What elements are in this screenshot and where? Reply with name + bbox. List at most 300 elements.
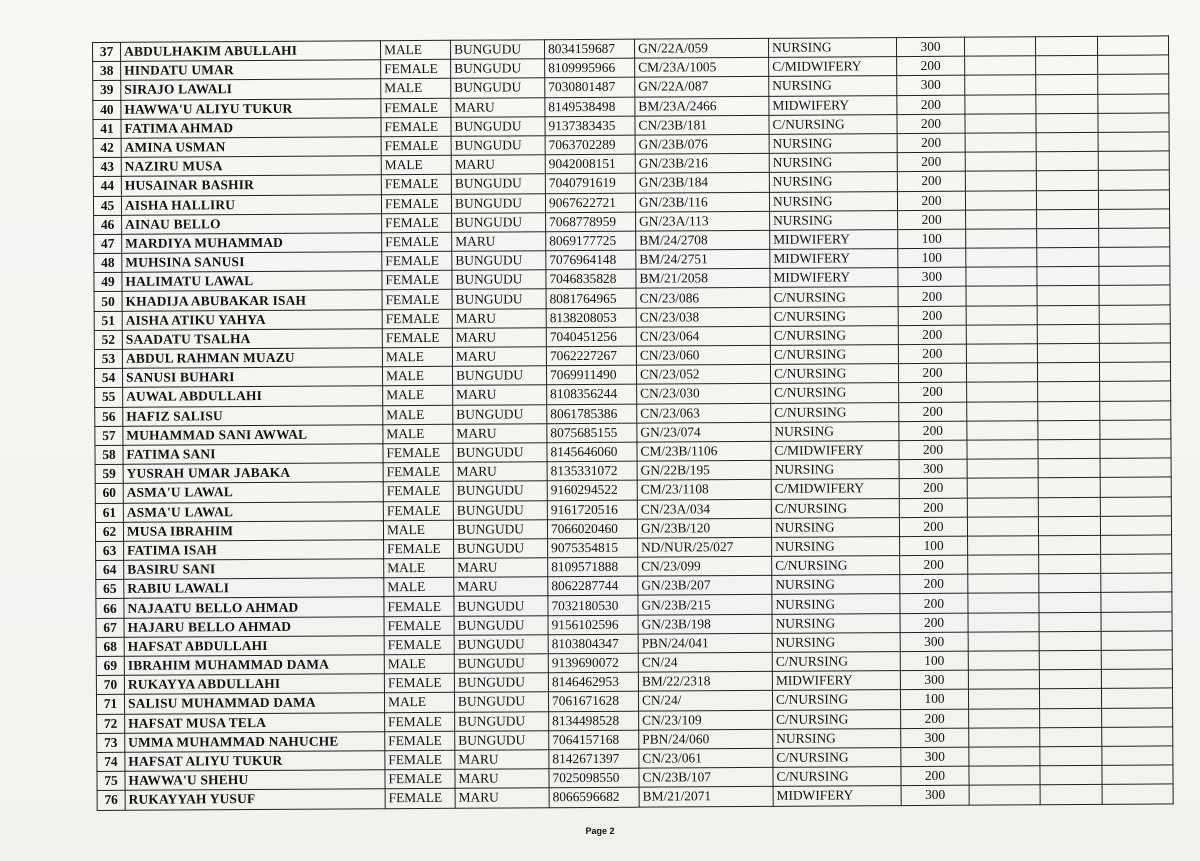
lga-cell: MARU (455, 750, 549, 770)
student-name-cell: HAFSAT MUSA TELA (125, 712, 385, 733)
level-cell: 200 (898, 325, 966, 345)
blank-cell (1039, 670, 1101, 690)
gender-cell: MALE (383, 386, 453, 406)
level-cell: 300 (900, 670, 968, 690)
blank-cell (1036, 171, 1098, 191)
gender-cell: FEMALE (383, 501, 453, 521)
student-name-cell: NAZIRU MUSA (121, 156, 381, 177)
blank-cell (1037, 324, 1099, 344)
level-cell: 200 (900, 594, 968, 614)
serial-number-cell: 43 (93, 157, 121, 176)
blank-cell (965, 75, 1036, 95)
blank-cell (1102, 727, 1173, 747)
gender-cell: FEMALE (384, 597, 454, 617)
phone-number-cell: 8081764965 (546, 289, 636, 309)
level-cell: 200 (897, 56, 965, 76)
level-cell: 100 (898, 248, 966, 268)
blank-cell (1099, 209, 1170, 229)
blank-cell (967, 401, 1038, 421)
serial-number-cell: 53 (94, 349, 122, 368)
registration-number-cell: BM/21/2071 (639, 787, 773, 807)
blank-cell (1102, 707, 1173, 727)
programme-cell: C/NURSING (773, 767, 901, 787)
blank-cell (968, 555, 1039, 575)
blank-cell (968, 670, 1039, 690)
gender-cell: FEMALE (383, 443, 453, 463)
serial-number-cell: 76 (97, 791, 125, 810)
blank-cell (1100, 458, 1171, 478)
level-cell: 200 (897, 191, 965, 211)
level-cell: 100 (900, 536, 968, 556)
registration-number-cell: CN/23/063 (637, 403, 771, 423)
phone-number-cell: 9042008151 (545, 154, 635, 174)
serial-number-cell: 70 (96, 676, 124, 695)
blank-cell (1037, 209, 1099, 229)
programme-cell: NURSING (771, 517, 899, 537)
phone-number-cell: 7062227267 (546, 346, 636, 366)
serial-number-cell: 71 (96, 695, 124, 714)
gender-cell: FEMALE (384, 539, 454, 559)
serial-number-cell: 62 (95, 522, 123, 541)
phone-number-cell: 9161720516 (547, 500, 637, 520)
gender-cell: MALE (382, 347, 452, 367)
blank-cell (1038, 497, 1100, 517)
phone-number-cell: 8066596682 (549, 787, 639, 807)
student-name-cell: RUKAYYA ABDULLAHI (124, 674, 384, 695)
blank-cell (1039, 612, 1101, 632)
lga-cell: MARU (452, 232, 546, 252)
blank-cell (1101, 650, 1172, 670)
level-cell: 200 (901, 709, 969, 729)
phone-number-cell: 7030801487 (545, 78, 635, 98)
programme-cell: C/MIDWIFERY (771, 441, 899, 461)
phone-number-cell: 8034159687 (544, 39, 634, 59)
registration-number-cell: CN/23A/034 (637, 499, 771, 519)
serial-number-cell: 66 (96, 599, 124, 618)
student-name-cell: UMMA MUHAMMAD NAHUCHE (125, 731, 385, 752)
programme-cell: NURSING (772, 632, 900, 652)
blank-cell (1037, 286, 1099, 306)
level-cell: 300 (901, 747, 969, 767)
phone-number-cell: 8062287744 (548, 576, 638, 596)
phone-number-cell: 7069911490 (546, 365, 636, 385)
blank-cell (967, 440, 1038, 460)
blank-cell (1039, 631, 1101, 651)
registration-number-cell: CN/23B/107 (639, 767, 773, 787)
serial-number-cell: 67 (96, 618, 124, 637)
serial-number-cell: 46 (94, 215, 122, 234)
lga-cell: BUNGUDU (455, 730, 549, 750)
lga-cell: BUNGUDU (454, 692, 548, 712)
blank-cell (1037, 305, 1099, 325)
phone-number-cell: 9137383435 (545, 116, 635, 136)
gender-cell: FEMALE (381, 98, 451, 118)
gender-cell: MALE (384, 578, 454, 598)
blank-cell (1102, 765, 1173, 785)
lga-cell: BUNGUDU (454, 615, 548, 635)
blank-cell (965, 190, 1036, 210)
blank-cell (1100, 420, 1171, 440)
blank-cell (1036, 75, 1098, 95)
registration-number-cell: GN/23B/207 (638, 576, 772, 596)
programme-cell: NURSING (769, 191, 897, 211)
blank-cell (1098, 113, 1169, 133)
blank-cell (1039, 689, 1101, 709)
student-name-cell: SANUSI BUHARI (122, 367, 382, 388)
student-name-cell: SAADATU TSALHA (122, 329, 382, 350)
lga-cell: MARU (455, 788, 549, 808)
student-name-cell: MARDIYA MUHAMMAD (122, 233, 382, 254)
level-cell: 200 (899, 478, 967, 498)
registration-number-cell: CN/23B/181 (635, 115, 769, 135)
blank-cell (1036, 151, 1098, 171)
level-cell: 200 (898, 306, 966, 326)
gender-cell: FEMALE (385, 712, 455, 732)
programme-cell: C/MIDWIFERY (769, 57, 897, 77)
registration-number-cell: CN/23/109 (639, 710, 773, 730)
gender-cell: FEMALE (384, 616, 454, 636)
serial-number-cell: 37 (93, 42, 121, 61)
gender-cell: FEMALE (381, 175, 451, 195)
lga-cell: BUNGUDU (451, 136, 545, 156)
lga-cell: BUNGUDU (451, 193, 545, 213)
programme-cell: C/NURSING (771, 498, 899, 518)
blank-cell (1100, 439, 1171, 459)
registration-number-cell: CN/24/ (638, 691, 772, 711)
programme-cell: MIDWIFERY (770, 268, 898, 288)
blank-cell (966, 286, 1037, 306)
serial-number-cell: 68 (96, 637, 124, 656)
serial-number-cell: 47 (94, 234, 122, 253)
blank-cell (1099, 324, 1170, 344)
serial-number-cell: 56 (95, 407, 123, 426)
registration-number-cell: CN/23/064 (636, 326, 770, 346)
blank-cell (1039, 554, 1101, 574)
blank-cell (967, 478, 1038, 498)
registration-number-cell: GN/23/074 (637, 422, 771, 442)
level-cell: 200 (899, 498, 967, 518)
gender-cell: FEMALE (384, 635, 454, 655)
student-name-cell: MUSA IBRAHIM (123, 520, 383, 541)
registration-number-cell: ND/NUR/25/027 (638, 537, 772, 557)
registration-number-cell: BM/24/2751 (636, 249, 770, 269)
blank-cell (968, 632, 1039, 652)
lga-cell: BUNGUDU (452, 251, 546, 271)
registration-number-cell: GN/23B/116 (635, 192, 769, 212)
blank-cell (1099, 247, 1170, 267)
blank-cell (1099, 266, 1170, 286)
lga-cell: BUNGUDU (451, 174, 545, 194)
phone-number-cell: 8134498528 (549, 711, 639, 731)
gender-cell: MALE (384, 558, 454, 578)
serial-number-cell: 48 (94, 253, 122, 272)
serial-number-cell: 50 (94, 292, 122, 311)
programme-cell: NURSING (769, 134, 897, 154)
blank-cell (968, 536, 1039, 556)
blank-cell (1101, 688, 1172, 708)
serial-number-cell: 61 (95, 503, 123, 522)
phone-number-cell: 8075685155 (547, 423, 637, 443)
programme-cell: C/NURSING (770, 345, 898, 365)
student-name-cell: HAFSAT ALIYU TUKUR (125, 751, 385, 772)
registration-number-cell: GN/22B/195 (637, 460, 771, 480)
blank-cell (966, 229, 1037, 249)
lga-cell: BUNGUDU (454, 635, 548, 655)
gender-cell: FEMALE (382, 271, 452, 291)
level-cell: 200 (900, 555, 968, 575)
serial-number-cell: 55 (95, 388, 123, 407)
registration-number-cell: GN/23B/215 (638, 595, 772, 615)
programme-cell: C/NURSING (772, 556, 900, 576)
blank-cell (1098, 132, 1169, 152)
lga-cell: MARU (452, 308, 546, 328)
blank-cell (965, 152, 1036, 172)
gender-cell: MALE (381, 155, 451, 175)
blank-cell (1101, 631, 1172, 651)
programme-cell: MIDWIFERY (773, 786, 901, 806)
lga-cell: MARU (452, 328, 546, 348)
blank-cell (1038, 458, 1100, 478)
serial-number-cell: 45 (93, 196, 121, 215)
blank-cell (1101, 573, 1172, 593)
serial-number-cell: 38 (93, 62, 121, 81)
student-name-cell: AISHA HALLIRU (121, 194, 381, 215)
level-cell: 100 (900, 651, 968, 671)
lga-cell: BUNGUDU (454, 596, 548, 616)
student-name-cell: SALISU MUHAMMAD DAMA (124, 693, 384, 714)
blank-cell (966, 305, 1037, 325)
registration-number-cell: CM/23B/1106 (637, 441, 771, 461)
gender-cell: MALE (384, 693, 454, 713)
programme-cell: NURSING (771, 460, 899, 480)
student-roster-table (92, 35, 1174, 810)
blank-cell (1036, 56, 1098, 76)
programme-cell: NURSING (768, 38, 896, 58)
student-name-cell: HAJARU BELLO AHMAD (124, 616, 384, 637)
lga-cell: BUNGUDU (455, 711, 549, 731)
roster-body (93, 36, 1174, 810)
student-name-cell: FATIMA AHMAD (121, 117, 381, 138)
programme-cell: NURSING (772, 536, 900, 556)
programme-cell: NURSING (770, 210, 898, 230)
level-cell: 200 (900, 574, 968, 594)
blank-cell (1101, 592, 1172, 612)
blank-cell (1040, 746, 1102, 766)
programme-cell: MIDWIFERY (770, 249, 898, 269)
blank-cell (1098, 74, 1169, 94)
blank-cell (967, 459, 1038, 479)
blank-cell (967, 382, 1038, 402)
serial-number-cell: 44 (93, 177, 121, 196)
programme-cell: C/NURSING (773, 709, 901, 729)
serial-number-cell: 40 (93, 100, 121, 119)
level-cell: 200 (897, 171, 965, 191)
phone-number-cell: 8138208053 (546, 308, 636, 328)
registration-number-cell: BM/24/2708 (636, 230, 770, 250)
registration-number-cell: GN/23B/120 (637, 518, 771, 538)
programme-cell: C/NURSING (770, 325, 898, 345)
level-cell: 200 (899, 402, 967, 422)
lga-cell: MARU (453, 423, 547, 443)
programme-cell: MIDWIFERY (769, 95, 897, 115)
gender-cell: FEMALE (382, 213, 452, 233)
student-name-cell: RABIU LAWALI (124, 578, 384, 599)
blank-cell (1099, 305, 1170, 325)
gender-cell: FEMALE (385, 769, 455, 789)
programme-cell: NURSING (771, 421, 899, 441)
level-cell: 200 (899, 383, 967, 403)
gender-cell: FEMALE (381, 117, 451, 137)
student-name-cell: HAWWA'U SHEHU (125, 770, 385, 791)
programme-cell: NURSING (769, 172, 897, 192)
lga-cell: MARU (453, 462, 547, 482)
student-name-cell: FATIMA ISAH (124, 540, 384, 561)
lga-cell: BUNGUDU (452, 366, 546, 386)
blank-cell (1035, 36, 1097, 56)
blank-cell (966, 344, 1037, 364)
lga-cell: BUNGUDU (451, 59, 545, 79)
blank-cell (1039, 535, 1101, 555)
programme-cell: NURSING (769, 76, 897, 96)
level-cell: 100 (898, 229, 966, 249)
blank-cell (1101, 612, 1172, 632)
page-number: Page 2 (585, 826, 615, 836)
student-name-cell: ABDUL RAHMAN MUAZU (122, 348, 382, 369)
programme-cell: C/NURSING (772, 652, 900, 672)
blank-cell (1098, 151, 1169, 171)
student-name-cell: HAFIZ SALISU (123, 405, 383, 426)
student-name-cell: FATIMA SANI (123, 444, 383, 465)
gender-cell: FEMALE (385, 750, 455, 770)
blank-cell (1040, 785, 1102, 805)
gender-cell: FEMALE (383, 482, 453, 502)
phone-number-cell: 8061785386 (547, 404, 637, 424)
serial-number-cell: 69 (96, 656, 124, 675)
registration-number-cell: GN/22A/059 (634, 38, 768, 58)
lga-cell: MARU (451, 97, 545, 117)
programme-cell: MIDWIFERY (770, 229, 898, 249)
blank-cell (1037, 363, 1099, 383)
student-name-cell: HALIMATU LAWAL (122, 271, 382, 292)
blank-cell (1039, 574, 1101, 594)
blank-cell (1038, 382, 1100, 402)
student-name-cell: BASIRU SANI (124, 559, 384, 580)
phone-number-cell: 8108356244 (547, 385, 637, 405)
level-cell: 200 (897, 133, 965, 153)
gender-cell: MALE (384, 654, 454, 674)
blank-cell (968, 651, 1039, 671)
blank-cell (1039, 650, 1101, 670)
registration-number-cell: GN/23B/076 (635, 134, 769, 154)
level-cell: 300 (897, 76, 965, 96)
gender-cell: MALE (383, 424, 453, 444)
level-cell: 100 (900, 690, 968, 710)
gender-cell: FEMALE (381, 194, 451, 214)
phone-number-cell: 7063702289 (545, 135, 635, 155)
blank-cell (1101, 554, 1172, 574)
programme-cell: NURSING (772, 575, 900, 595)
registration-number-cell: CN/23/086 (636, 288, 770, 308)
blank-cell (969, 747, 1040, 767)
lga-cell: BUNGUDU (453, 443, 547, 463)
level-cell: 200 (897, 95, 965, 115)
student-name-cell: AUWAL ABDULLAHI (123, 386, 383, 407)
blank-cell (969, 708, 1040, 728)
blank-cell (1036, 113, 1098, 133)
phone-number-cell: 8069177725 (546, 231, 636, 251)
student-name-cell: RUKAYYAH YUSUF (125, 789, 385, 810)
registration-number-cell: CN/23/038 (636, 307, 770, 327)
gender-cell: MALE (382, 366, 452, 386)
programme-cell: NURSING (769, 153, 897, 173)
blank-cell (965, 56, 1036, 76)
lga-cell: BUNGUDU (451, 78, 545, 98)
student-name-cell: NAJAATU BELLO AHMAD (124, 597, 384, 618)
lga-cell: MARU (451, 155, 545, 175)
gender-cell: FEMALE (383, 462, 453, 482)
blank-cell (1098, 55, 1169, 75)
phone-number-cell: 9160294522 (547, 480, 637, 500)
serial-number-cell: 72 (97, 714, 125, 733)
programme-cell: C/NURSING (772, 690, 900, 710)
phone-number-cell: 8135331072 (547, 461, 637, 481)
gender-cell: FEMALE (382, 232, 452, 252)
phone-number-cell: 9075354815 (548, 538, 638, 558)
blank-cell (966, 248, 1037, 268)
gender-cell: FEMALE (385, 731, 455, 751)
student-name-cell: AMINA USMAN (121, 137, 381, 158)
blank-cell (1036, 190, 1098, 210)
blank-cell (1098, 170, 1169, 190)
registration-number-cell: BM/22/2318 (638, 672, 772, 692)
student-name-cell: MUHAMMAD SANI AWWAL (123, 424, 383, 445)
blank-cell (968, 574, 1039, 594)
blank-cell (966, 325, 1037, 345)
serial-number-cell: 64 (96, 560, 124, 579)
blank-cell (1100, 496, 1171, 516)
blank-cell (969, 785, 1040, 805)
gender-cell: FEMALE (382, 251, 452, 271)
blank-cell (1036, 94, 1098, 114)
registration-number-cell: CN/23/061 (639, 748, 773, 768)
student-name-cell: HINDATU UMAR (121, 60, 381, 81)
level-cell: 200 (900, 613, 968, 633)
level-cell: 200 (898, 210, 966, 230)
level-cell: 300 (899, 459, 967, 479)
student-name-cell: ASMA'U LAWAL (123, 482, 383, 503)
blank-cell (968, 612, 1039, 632)
gender-cell: MALE (383, 520, 453, 540)
lga-cell: BUNGUDU (453, 519, 547, 539)
registration-number-cell: BM/23A/2466 (635, 96, 769, 116)
level-cell: 300 (896, 37, 964, 57)
level-cell: 200 (898, 344, 966, 364)
level-cell: 200 (899, 421, 967, 441)
serial-number-cell: 51 (94, 311, 122, 330)
gender-cell: MALE (383, 405, 453, 425)
lga-cell: MARU (452, 347, 546, 367)
blank-cell (1100, 516, 1171, 536)
serial-number-cell: 75 (97, 771, 125, 790)
blank-cell (1040, 727, 1102, 747)
blank-cell (1040, 708, 1102, 728)
lga-cell: BUNGUDU (451, 116, 545, 136)
phone-number-cell: 7040791619 (545, 173, 635, 193)
registration-number-cell: CM/23/1108 (637, 480, 771, 500)
lga-cell: BUNGUDU (452, 212, 546, 232)
level-cell: 300 (901, 728, 969, 748)
gender-cell: MALE (381, 79, 451, 99)
